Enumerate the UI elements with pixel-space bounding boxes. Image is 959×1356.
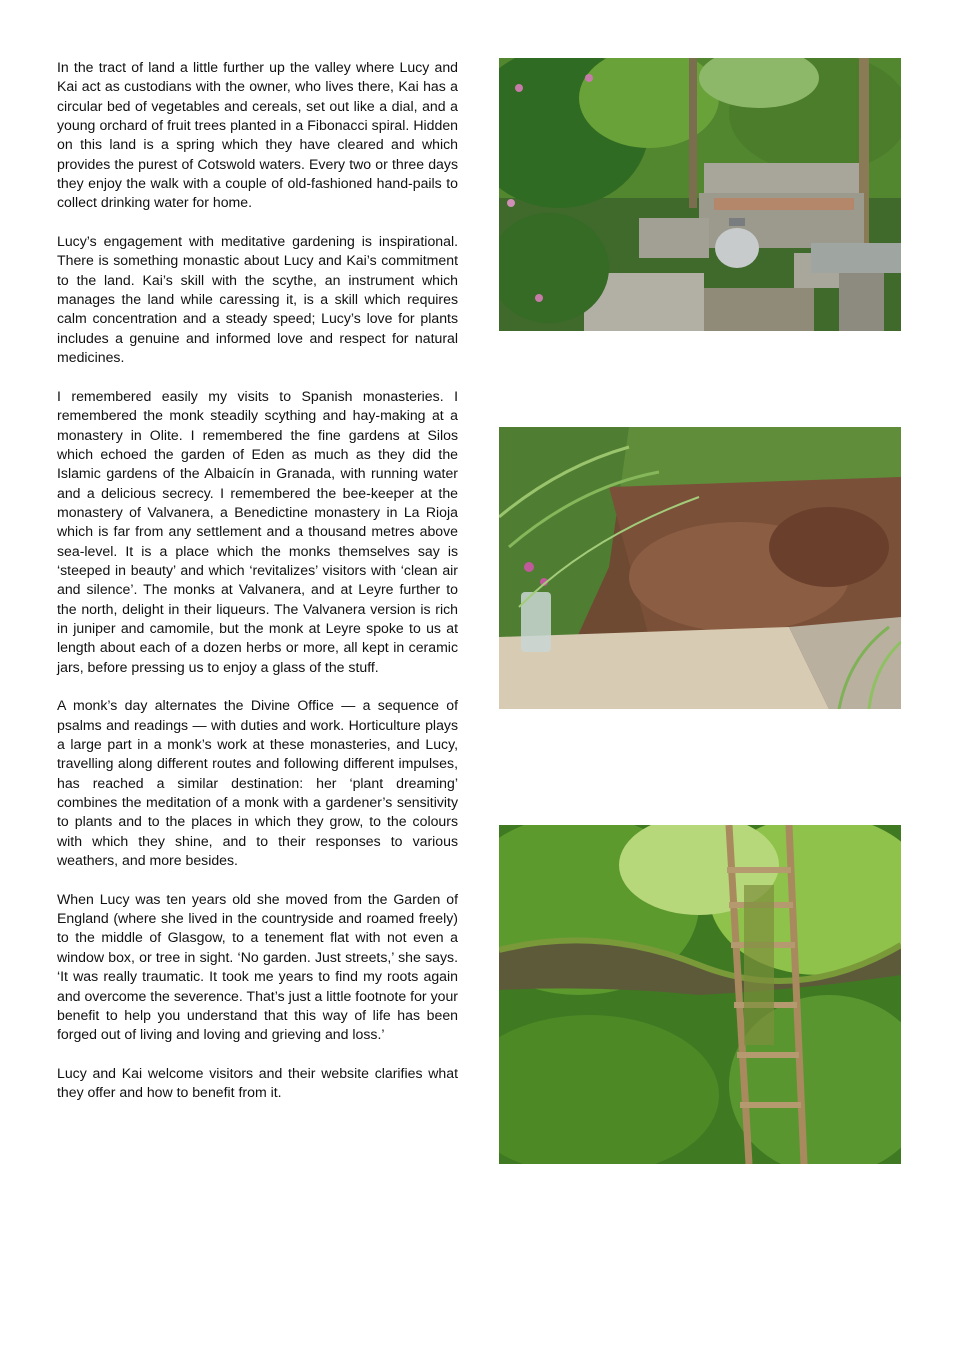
paragraph: In the tract of land a little further up the valley where Lucy and Kai act as custodians with the owner, who lives there, Kai has a circular bed of vegetables and cereals, set out like a dial, and a young orchard of fruit trees planted in a Fibonacci spiral. Hidden on this land is a spring which they have cleared and which provides the purest of Cotswold waters. Every two or three days they enjoy the walk with a couple of old-fashioned hand-pails to collect drinking water for home.	[57, 59, 458, 211]
paragraph: Lucy’s engagement with meditative gardening is inspirational. There is something monastic about Lucy and Kai’s commitment to the land. Kai’s skill with the scythe, an instrument which manages the land while caressing it, is a skill which requires calm concentration and a steady speed; Lucy’s love for plants includes a genuine and informed love and respect for natural medicines.	[57, 233, 458, 366]
paragraph: A monk’s day alternates the Divine Office — a sequence of psalms and readings — with duties and work. Horticulture plays a large part in a monk’s work at these monasteries, and Lucy, travelling along different routes and following different impulses, has reached a similar destination: her ‘plant dreaming’ combines the meditation of a monk with a gardener’s sensitivity to plants and to the places in which they grow, to the colours with which they shine, and to their responses to various weathers, and more besides.	[57, 697, 458, 869]
paragraph: Lucy and Kai welcome visitors and their website clarifies what they offer and how to benefit from it.	[57, 1064, 458, 1101]
garden-seat-kettle-photo	[499, 58, 901, 331]
paragraph: I remembered easily my visits to Spanish monasteries. I remembered the monk steadily scything and hay-making at a monastery in Olite. I remembered the fine gardens at Silos which echoed the garden of Eden as much as they did the Islamic gardens of the Albaicín in Granada, with running water and a delicious secrecy. I remembered the bee-keeper at the monastery of Valvanera, a Benedictine monastery in La Rioja which is far from any settlement and a thousand metres above sea-level. It is a place which the monks themselves say is ‘steeped in beauty’ and which ‘revitalizes’ visitors with ‘clean air and silence’. The monks at Valvanera, and at Leyre further to the north, delight in their liqueurs. The Valvanera version is rich in juniper and camomile, but the monk at Leyre spoke to us at length about each of a dozen herbs or more, all kept in ceramic jars, before pressing us to enjoy a glass of the stuff.	[57, 387, 458, 675]
cleared-spring-photo	[499, 427, 901, 709]
tree-ladder-photo	[499, 825, 901, 1164]
article-text	[57, 58, 458, 1122]
paragraph: When Lucy was ten years old she moved from the Garden of England (where she lived in the countryside and roamed freely) to the middle of Glasgow, to a tenement flat with not even a window box, or tree in sight. ‘No garden. Just streets,’ she says. ‘It was really traumatic. It took me years to find my roots again and overcome the severence. That’s just a little footnote for your benefit to help you understand that this way of life has been forged out of living and loving and grieving and loss.’	[57, 890, 458, 1043]
